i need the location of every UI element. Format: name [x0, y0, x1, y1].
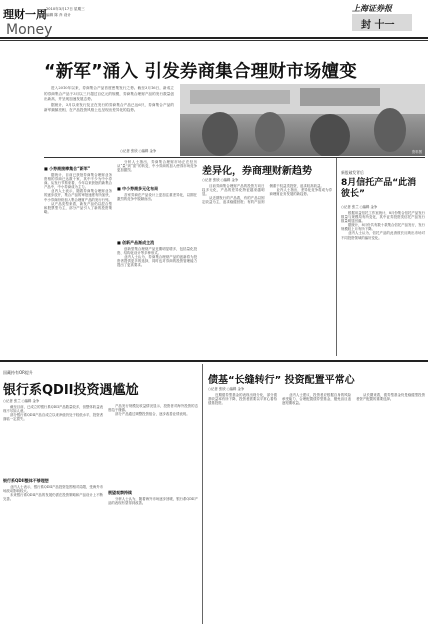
- section-title: 理财一周: [3, 8, 47, 21]
- bottom-right-byline: ○记者 张欣 ○编辑 金争: [208, 387, 245, 391]
- sidebar-paragraph: 根据用益信托工作室统计，8月份集合信托产品发行数量与规模均有所变化，其中证券投资类信托产品发行数量明显回落。: [341, 211, 425, 224]
- mid-body-top: [117, 160, 197, 182]
- sidebar-paragraph: 据统计，8月份共有数十款集合信托产品发行，发行规模较上月有所下降。: [341, 223, 425, 232]
- right-headline: 差异化，券商理财新趋势: [202, 166, 312, 177]
- bottom-right-paragraph: 近期债券型基金的表现出现分化，部分债基收益率有所下降，投资者需要以平常心看待债基投资。: [208, 393, 277, 406]
- sidebar-headline: 8月信托产品“此消彼长”: [341, 178, 417, 199]
- lead-byline: ○记者 张欣 ○编辑 金争: [120, 149, 157, 153]
- bottom-right-body: [208, 393, 425, 624]
- photo-shapes: [180, 84, 425, 156]
- mid-paragraph: 业内人士认为，券商集合理财产品的创新将为投资者提供更多的选择，同时也对券商的投资管理能力提出了更高要求。: [117, 255, 197, 268]
- mid-body-2: [117, 247, 197, 356]
- left-body: [44, 173, 112, 356]
- bottom-left-byline: ○记者 张兰 ○编辑 金争: [3, 399, 40, 403]
- bottom-left-paragraph: 部分银行系QDII产品自成立以来净值仍处于较低水平，投资者面临一定损失。: [3, 413, 103, 422]
- mid-paragraph: 各家券商在产品设计上更加注重差异化，以期在激烈的竞争中脱颖而出。: [117, 193, 197, 202]
- left-subhead: ■ 小券商接棒集合“新军”: [44, 166, 91, 171]
- left-paragraph: 从产品类型来看，新发产品仍以混合型和股票型为主，部分产品引入了新的投资策略。: [44, 201, 112, 214]
- right-paragraph: 目前券商集合理财产品的投资方向日趋多元化，产品的差异化特征越来越明显。: [202, 184, 265, 197]
- bottom-divider: [202, 364, 203, 624]
- lead-paragraph: 进入2010年以来，券商集合产品首度密集发行之势。截至3月16日，新成立的券商集合产品于3月以三只超过百亿元的规模，券商集合理财产品的发行数量创出新高，并呈现加速发展态势。: [44, 86, 174, 101]
- mid-paragraph: 分析人士指出，券商集合理财市场正在经历从“量”到“质”的转变，中小券商的加入使得市场竞争更加激烈。: [117, 160, 197, 173]
- page-label: 封 十一: [361, 20, 395, 31]
- bottom-left-paragraph: 未来银行系QDII产品的发展仍需在投资策略和产品设计上不断完善。: [3, 493, 103, 502]
- photo-caption: 资料图: [411, 150, 422, 154]
- bottom-mid-subhead: 展望观察持续: [108, 490, 132, 495]
- bottom-mid-body-2: [108, 497, 198, 624]
- mid-body-1: [117, 193, 197, 235]
- bottom-right-paragraph: 业内人士建议，投资者应根据自身的风险承受能力，合理配置债券型基金，避免盲目追逐短期收益。: [282, 393, 351, 406]
- sidebar-kicker: 新股破发背后: [341, 170, 364, 175]
- right-paragraph: 从近期发行的产品看，有的产品以固定收益为主，追求稳健回报；有的产品则侧重于权益类投资，追求较高收益。: [202, 184, 324, 205]
- page-label-box: [352, 14, 412, 31]
- lead-body: [44, 86, 174, 144]
- bottom-mid-paragraph: 部分产品通过调整投资组合，逐步改善业绩表现。: [115, 412, 190, 417]
- sidebar-divider: [336, 158, 337, 356]
- paper-logo: [352, 3, 392, 14]
- section-title-en: Money: [6, 22, 53, 38]
- editor-line: 编辑 陈 肖 设计: [46, 13, 71, 17]
- left-paragraph: 业内人士表示，随着券商集合理财业务的逐步放开，集合产品的审批速度有所加快，中小券商纷纷加入集合理财产品的发行行列。: [44, 189, 112, 202]
- bottom-mid-body: [108, 404, 198, 486]
- article-photo: [180, 84, 425, 156]
- mid-paragraph: 创新型集合理财产品近期明显增多，包括量化投资、结构化设计等多种形式。: [117, 247, 197, 256]
- bottom-left-headline: 银行系QDII投资遇尴尬: [3, 383, 139, 398]
- paper-name: 上海证券报: [352, 3, 392, 13]
- date-line: 2010年3月17日 星期三: [46, 7, 85, 11]
- sidebar-byline: ○记者 张兰 ○编辑 金争: [341, 205, 378, 209]
- bottom-left-paragraph: 业内人士表示，银行系QDII产品投资范围相对局限，受海外市场波动影响较大。: [3, 485, 103, 494]
- page-header: [0, 0, 428, 46]
- lead-divider: [44, 157, 425, 158]
- bottom-left-paragraph: 截至目前，已成立的银行系QDII产品数量较多，但整体收益表现不尽如人意。: [3, 405, 103, 414]
- right-paragraph: 业内人士指出，差异化竞争将成为券商理财业务发展的新趋势。: [269, 188, 332, 197]
- sidebar-body: [341, 211, 425, 356]
- mid-subhead-2: ■ 创新产品渐成主流: [117, 240, 155, 245]
- bottom-right-headline: 债基“长缝转行” 投资配置平常心: [208, 375, 355, 386]
- left-paragraph: 据统计，目前已获批券商集合理财业务资格的券商已达数十家，其中不少为中小券商。从发行节奏来看，今年以来获批的新集合产品中，中小券商成为主力。: [44, 173, 112, 190]
- bottom-mid-paragraph: 分析人士认为，随着海外市场逐步回暖，银行系QDII产品的表现有望得到改善。: [108, 497, 198, 506]
- right-byline: ○记者 张欣 ○编辑 金争: [202, 178, 239, 182]
- bottom-left-subhead: 银行系QDII整体不够理想: [3, 478, 49, 483]
- bottom-mid-paragraph: 产品发行规模及收益情况显示，投资者对海外投资的态度趋于谨慎。: [108, 404, 198, 413]
- mid-subhead-1: ■ 中小券商多元化布局: [117, 186, 159, 191]
- bottom-section-rule: [0, 360, 428, 362]
- lead-headline: “新军”涌入 引发券商集合理财市场嬗变: [44, 62, 357, 82]
- sidebar-paragraph: 业内人士认为，信托产品的此消彼长反映出市场对不同投资领域的偏好变化。: [341, 231, 425, 240]
- header-rule-thin: [0, 40, 428, 41]
- right-body: [202, 184, 332, 356]
- bottom-left-kicker: 国藏持有OR提升: [3, 370, 33, 375]
- bottom-left-body: [3, 405, 103, 475]
- bottom-left-body-2: [3, 485, 103, 624]
- header-rule: [0, 37, 428, 39]
- bottom-right-paragraph: 从长期来看，债券型基金仍是稳健型投资者资产配置的重要选择。: [356, 393, 425, 402]
- lead-paragraph: 据统计，3月以来发行及正在发行的券商集合产品已达6只，券商集合产品的新军频频亮相，在产品投资风格上也呈现出差异化的趋势。: [44, 102, 174, 112]
